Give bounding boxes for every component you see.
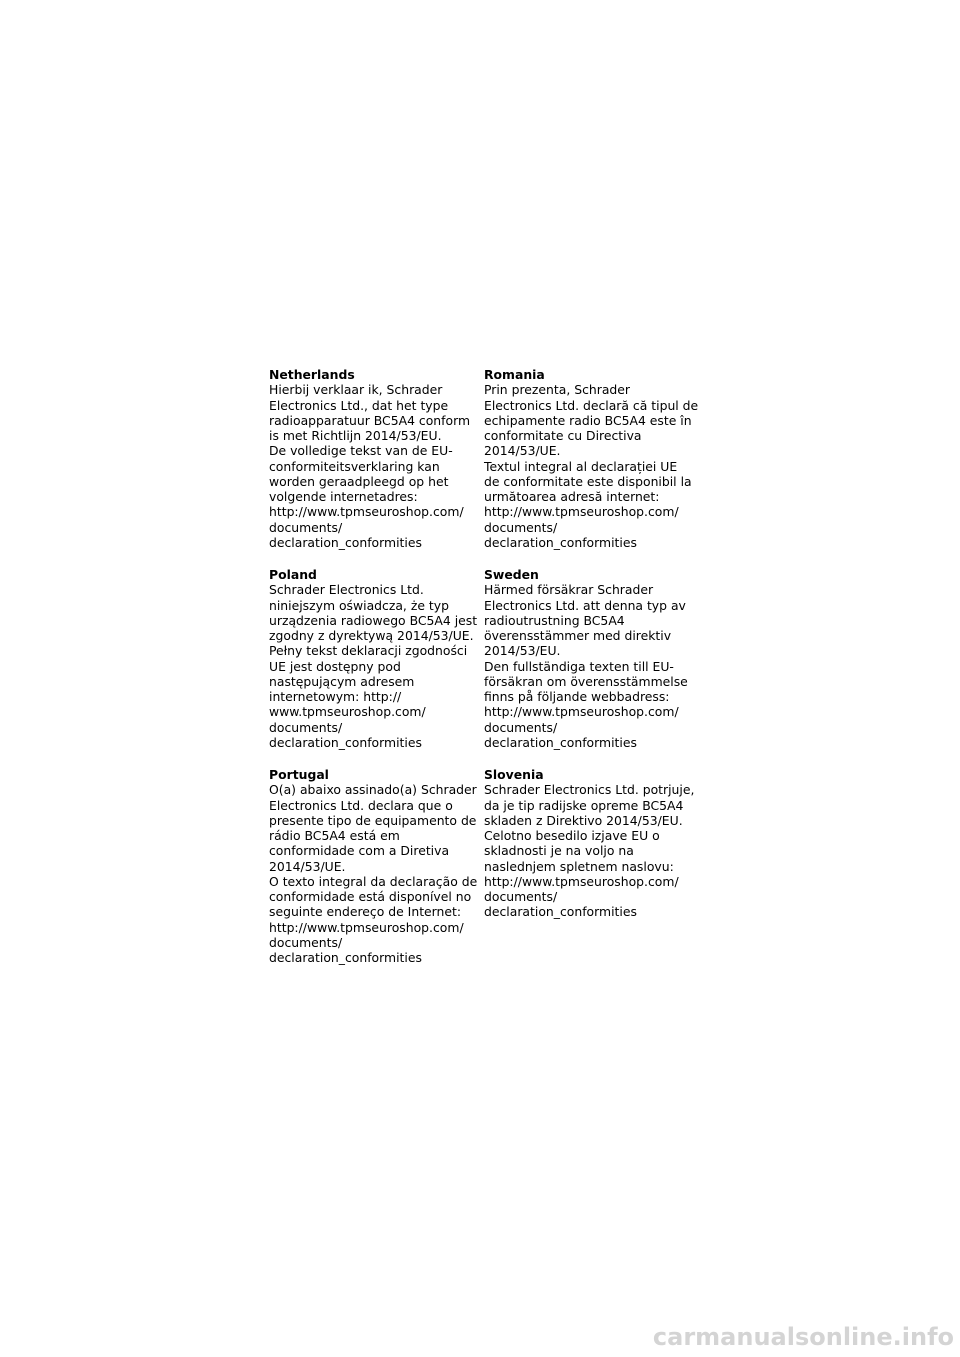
section-text-line: Härmed försäkrar Schrader: [484, 582, 654, 598]
section-text-line: Schrader Electronics Ltd. potrjuje,: [484, 782, 695, 798]
section-text-line: försäkran om överensstämmelse: [484, 673, 688, 689]
section-text-line: declaration_conformities: [269, 734, 422, 750]
section-text-line: documents/: [269, 719, 343, 735]
section-text-line: declaration_conformities: [484, 534, 637, 550]
declaration-section: [484, 767, 694, 920]
section-heading: Sweden: [484, 567, 539, 582]
section-text-line: conformidade com a Diretiva: [269, 843, 450, 859]
section-text-line: documents/: [269, 934, 343, 950]
section-text-line: declaration_conformities: [269, 950, 422, 965]
right-column: [484, 367, 699, 937]
section-text-line: Den fullständiga texten till EU-: [484, 658, 674, 674]
declaration-section: [484, 367, 699, 550]
section-heading: Netherlands: [269, 367, 355, 382]
section-text-line: następującym adresem: [269, 673, 415, 689]
section-text-line: Electronics Ltd. declara que o: [269, 797, 453, 813]
section-heading: Portugal: [269, 767, 329, 782]
section-text-line: finns på följande webbadress:: [484, 689, 670, 704]
section-text-line: Hierbij verklaar ik, Schrader: [269, 382, 443, 398]
section-text-line: zgodny z dyrektywą 2014/53/UE.: [269, 628, 474, 643]
section-text-line: http://www.tpmseuroshop.com/: [484, 873, 679, 889]
section-text-line: radioutrustning BC5A4: [484, 612, 625, 628]
section-text-line: http://www.tpmseuroshop.com/: [269, 504, 464, 520]
section-heading: Slovenia: [484, 767, 544, 782]
section-text-line: internetowym: http://: [269, 689, 402, 704]
section-text-line: naslednjem spletnem naslovu:: [484, 858, 674, 874]
section-text-line: skladnosti je na voljo na: [484, 843, 634, 859]
declaration-section: [484, 567, 694, 750]
section-text-line: Electronics Ltd. att denna typ av: [484, 597, 686, 613]
section-text-line: declaration_conformities: [484, 734, 637, 750]
section-text-line: documents/: [269, 519, 343, 535]
section-text-line: http://www.tpmseuroshop.com/: [269, 919, 464, 935]
section-text-line: conformidade está disponível no: [269, 889, 472, 904]
section-text-line: O(a) abaixo assinado(a) Schrader: [269, 782, 477, 798]
section-text-line: 2014/53/EU.: [484, 643, 561, 659]
section-text-line: skladen z Direktivo 2014/53/EU.: [484, 812, 683, 828]
declaration-section: [269, 367, 475, 550]
section-text-line: is met Richtlijn 2014/53/EU.: [269, 428, 442, 443]
section-text-line: seguinte endereço de Internet:: [269, 904, 462, 920]
section-text-line: UE jest dostępny pod: [269, 658, 401, 674]
section-text-line: worden geraadpleegd op het: [269, 473, 449, 489]
section-text-line: documents/: [484, 889, 558, 904]
section-text-line: echipamente radio BC5A4 este în: [484, 412, 692, 428]
left-column: [269, 367, 478, 982]
section-text-line: överensstämmer med direktiv: [484, 628, 672, 643]
section-text-line: Prin prezenta, Schrader: [484, 382, 631, 398]
section-text-line: 2014/53/UE.: [269, 858, 346, 874]
section-text-line: următoarea adresă internet:: [484, 489, 660, 504]
section-heading: Poland: [269, 567, 317, 582]
section-text-line: Celotno besedilo izjave EU o: [484, 828, 660, 843]
declaration-section: [269, 567, 478, 750]
section-text-line: Pełny tekst deklaracji zgodności: [269, 643, 468, 659]
section-text-line: volgende internetadres:: [269, 489, 418, 504]
section-heading: Romania: [484, 367, 545, 382]
section-text-line: http://www.tpmseuroshop.com/: [484, 504, 679, 520]
section-text-line: declaration_conformities: [484, 904, 637, 920]
declaration-section: [269, 767, 478, 965]
section-text-line: urządzenia radiowego BC5A4 jest: [269, 612, 478, 628]
section-text-line: O texto integral da declaração de: [269, 873, 478, 889]
section-text-line: niniejszym oświadcza, że typ: [269, 597, 449, 613]
section-text-line: da je tip radijske opreme BC5A4: [484, 797, 684, 813]
section-text-line: conformiteitsverklaring kan: [269, 458, 440, 474]
section-text-line: radioapparatuur BC5A4 conform: [269, 412, 471, 428]
section-text-line: Electronics Ltd. declară că tipul de: [484, 397, 699, 413]
section-text-line: conformitate cu Directiva: [484, 428, 642, 443]
section-text-line: www.tpmseuroshop.com/: [269, 704, 426, 720]
section-text-line: Schrader Electronics Ltd.: [269, 582, 424, 598]
section-text-line: de conformitate este disponibil la: [484, 473, 692, 489]
watermark-text: carmanualsonline.info: [652, 1323, 954, 1351]
section-text-line: documents/: [484, 719, 558, 735]
section-text-line: declaration_conformities: [269, 534, 422, 550]
section-text-line: Electronics Ltd., dat het type: [269, 397, 449, 413]
section-text-line: http://www.tpmseuroshop.com/: [484, 704, 679, 720]
section-text-line: 2014/53/UE.: [484, 443, 561, 459]
section-text-line: documents/: [484, 519, 558, 535]
section-text-line: presente tipo de equipamento de: [269, 812, 477, 828]
section-text-line: Textul integral al declarației UE: [484, 458, 678, 474]
section-text-line: De volledige tekst van de EU-: [269, 443, 453, 459]
section-text-line: rádio BC5A4 está em: [269, 828, 400, 843]
